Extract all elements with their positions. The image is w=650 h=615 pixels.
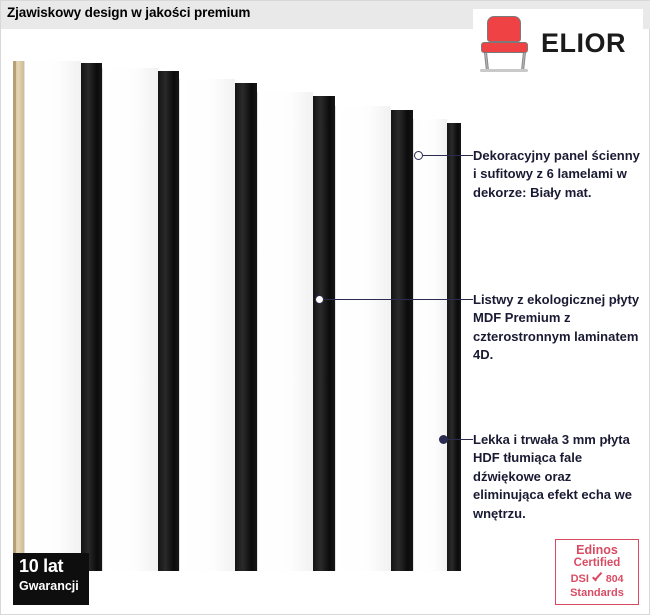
callout-leader-slats [324,299,473,300]
callout-leader-panel [423,155,473,156]
chair-back [487,16,521,42]
lamella-slat [179,79,235,571]
lamella-slat [24,61,81,571]
callout-dot-hdf[interactable] [439,435,448,444]
slat-face [335,106,391,571]
callout-dot-slats[interactable] [315,295,324,304]
certificate-standards: Standards [570,586,624,599]
slat-face [413,119,447,571]
callout-leader-hdf [448,439,473,440]
warranty-label: Gwarancji [19,578,79,593]
slat-gap [447,123,461,571]
chair-leg-left [484,53,489,70]
slat-gap [158,71,179,571]
callout-hdf: Lekka i trwała 3 mm płyta HDF tłumiąca fale dźwiękowe oraz eliminująca efekt echa we wnętrzu. [473,432,632,521]
certificate-code-row [556,573,638,586]
callout-panel: Dekoracyjny panel ścienny i sufitowy z 6 lamelami w dekorze: Biały mat. [473,148,640,200]
certificate-badge [555,539,639,605]
certificate-code-number: 804 [605,573,624,586]
mdf-edge [13,61,24,571]
slat-gap [313,96,335,571]
chair-base [480,69,528,72]
page-title: Zjawiskowy design w jakości premium [7,5,251,20]
certificate-brand: Edinos [576,543,618,557]
lamella-slat [335,106,391,571]
brand-name: ELIOR [541,27,627,58]
slat-gap [235,83,257,571]
slat-face [257,92,313,571]
lamella-slat [413,119,447,571]
warranty-years: 10 lat [19,556,64,576]
check-icon [591,573,604,586]
lamella-slat [102,68,158,571]
red-chair-icon [473,12,539,74]
slat-face [179,79,235,571]
slat-face [102,68,158,571]
brand-logo [473,9,643,77]
warranty-badge [13,553,89,605]
slat-gap [391,110,413,571]
slat-face [24,61,81,571]
callout-slats: Listwy z ekologicznej płyty MDF Premium z czterostronnym laminatem 4D. [473,292,640,363]
certificate-code-prefix: DSI [570,573,589,586]
lamella-slat [257,92,313,571]
callout-dot-panel[interactable] [414,151,423,160]
certificate-certified: Certified [573,557,621,570]
product-illustration [13,43,461,571]
chair-seat [481,42,528,53]
slat-gap [81,63,102,571]
chair-leg-right [521,53,526,70]
